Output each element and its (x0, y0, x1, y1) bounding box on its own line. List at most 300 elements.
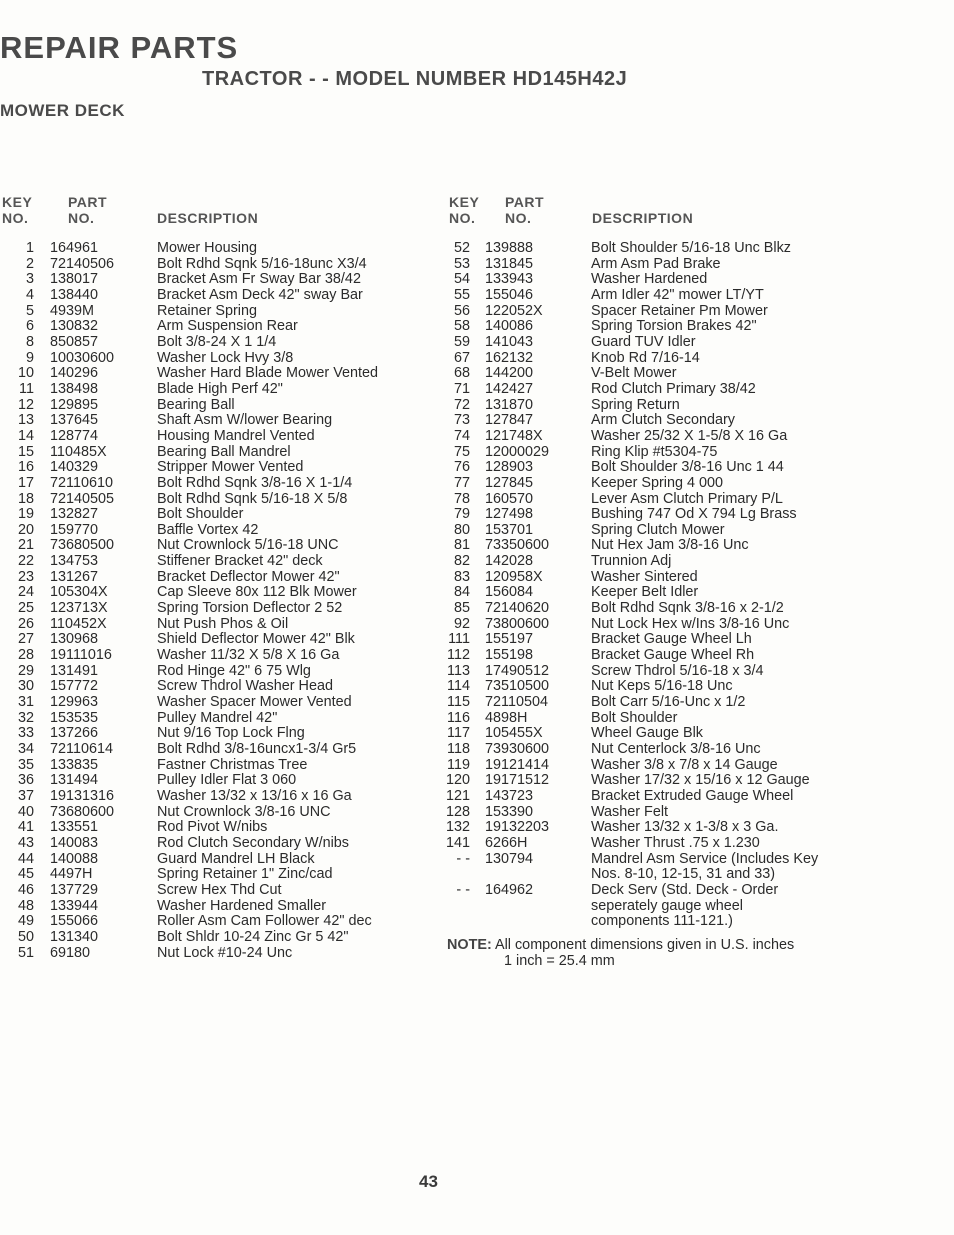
part-description: Nos. 8-10, 12-15, 31 and 33) (591, 866, 776, 883)
part-description: Trunnion Adj (591, 553, 672, 570)
part-description: Shaft Asm W/lower Bearing (157, 412, 333, 429)
key-number: 132 (445, 819, 470, 836)
parts-row (441, 304, 954, 320)
key-number: 118 (447, 741, 470, 757)
key-number: - - (456, 850, 470, 867)
key-number: 80 (453, 521, 470, 538)
parts-row (0, 272, 440, 288)
parts-row (0, 883, 440, 899)
part-description: Spring Return (591, 396, 680, 413)
part-description: Guard Mandrel LH Black (157, 850, 315, 867)
part-number: 144200 (485, 365, 534, 382)
key-number: 3 (25, 271, 34, 288)
part-number: 73680600 (50, 803, 115, 820)
part-description: Bolt Shoulder (157, 506, 244, 523)
part-description: Bolt Shoulder (591, 709, 678, 726)
parts-row (441, 272, 954, 288)
part-number: 131494 (50, 772, 99, 789)
key-number: 72 (453, 396, 470, 413)
key-number: 120 (445, 772, 470, 789)
part-description: Spring Torsion Deflector 2 52 (157, 600, 343, 617)
part-number: 159770 (50, 521, 99, 538)
key-number: 73 (453, 412, 470, 429)
part-number: 131267 (50, 568, 99, 585)
part-description: Bracket Asm Fr Sway Bar 38/42 (157, 271, 361, 288)
key-number: 17 (17, 474, 34, 491)
parts-row (441, 241, 954, 257)
key-number: 18 (17, 490, 34, 507)
left-description-header: DESCRIPTION (157, 210, 259, 226)
key-number: 114 (447, 678, 470, 695)
key-number: 33 (17, 725, 34, 742)
dimension-note (447, 937, 794, 969)
part-description: Rod Clutch Secondary W/nibs (157, 834, 349, 851)
part-number: 72110614 (50, 741, 113, 757)
part-description: Washer 11/32 X 5/8 X 16 Ga (157, 647, 340, 664)
part-description: Washer Felt (591, 803, 669, 820)
part-description: Bracket Asm Deck 42" sway Bar (157, 286, 363, 303)
part-number: 127498 (485, 506, 534, 523)
part-number: 138440 (50, 286, 99, 303)
part-number: 129963 (50, 694, 99, 711)
key-number: 92 (453, 615, 470, 632)
parts-row (0, 695, 440, 711)
part-description: Spring Clutch Mower (591, 521, 725, 538)
key-number: 56 (453, 302, 470, 319)
key-number: 52 (453, 240, 470, 256)
key-number: 8 (25, 333, 34, 350)
part-description: Rod Pivot W/nibs (157, 819, 268, 836)
part-description: Screw Thdrol Washer Head (157, 678, 333, 695)
part-number: 73800600 (485, 615, 550, 632)
parts-row (0, 930, 440, 946)
key-number: 54 (453, 271, 470, 288)
parts-row (0, 241, 440, 257)
part-number: 138498 (50, 380, 99, 397)
part-description: Nut Lock Hex w/Ins 3/8-16 Unc (591, 615, 790, 632)
key-number: 4 (25, 286, 34, 303)
parts-row (441, 805, 954, 821)
part-description: Bolt Rdhd Sqnk 3/8-16 X 1-1/4 (157, 474, 353, 491)
parts-row (0, 335, 440, 351)
part-number: 6266H (485, 834, 528, 851)
part-number: 127847 (485, 412, 534, 429)
part-description: Nut Lock #10-24 Unc (157, 944, 293, 961)
parts-row (0, 398, 440, 414)
part-number: 155197 (485, 631, 534, 648)
part-number: 110452X (50, 615, 107, 632)
part-description: Wheel Gauge Blk (591, 725, 703, 742)
parts-row (0, 648, 440, 664)
key-number: 58 (453, 318, 470, 335)
part-number: 4497H (50, 866, 93, 883)
key-number: 27 (17, 631, 34, 648)
page-number: 43 (419, 1172, 438, 1191)
part-description: Bearing Ball (157, 396, 235, 413)
key-number: 21 (17, 537, 34, 554)
part-number: 110485X (50, 443, 107, 460)
part-number: 19132203 (485, 819, 550, 836)
key-number: 85 (453, 600, 470, 617)
part-number: 131845 (485, 255, 534, 272)
parts-row (0, 288, 440, 304)
part-number: 73930600 (485, 741, 550, 757)
key-number: 59 (453, 333, 470, 350)
parts-row (441, 288, 954, 304)
part-number: 105455X (485, 725, 543, 742)
parts-row (441, 319, 954, 335)
part-description: Housing Mandrel Vented (157, 427, 315, 444)
parts-row (441, 773, 954, 789)
key-number: - - (456, 881, 470, 898)
part-number: 12000029 (485, 443, 550, 460)
part-description: Bolt Shoulder 3/8-16 Unc 1 44 (591, 459, 784, 476)
parts-row (441, 492, 954, 508)
parts-row (441, 382, 954, 398)
parts-row (0, 492, 440, 508)
parts-row (0, 726, 440, 742)
part-number: 140086 (485, 318, 534, 335)
key-number: 84 (453, 584, 470, 601)
key-number: 82 (453, 553, 470, 570)
key-number: 53 (453, 255, 470, 272)
part-number: 133835 (50, 756, 99, 773)
part-number: 72110610 (50, 474, 113, 491)
part-number: 153390 (485, 803, 534, 820)
key-number: 46 (17, 881, 34, 898)
part-description: Washer Spacer Mower Vented (157, 694, 352, 711)
parts-row (441, 695, 954, 711)
key-number: 29 (17, 662, 34, 679)
parts-row (0, 632, 440, 648)
parts-row (0, 852, 440, 868)
key-number: 36 (17, 772, 34, 789)
part-number: 19121414 (485, 756, 550, 773)
parts-row (441, 429, 954, 445)
part-description: Washer Lock Hvy 3/8 (157, 349, 294, 366)
part-number: 69180 (50, 944, 91, 961)
part-number: 155066 (50, 913, 99, 930)
part-description: Ring Klip #t5304-75 (591, 443, 718, 460)
key-number: 116 (447, 709, 470, 726)
key-number: 75 (453, 443, 470, 460)
parts-row (0, 445, 440, 461)
part-number: 128903 (485, 459, 534, 476)
parts-row (441, 460, 954, 476)
parts-row (0, 946, 440, 962)
parts-row (441, 789, 954, 805)
part-description: Mower Housing (157, 240, 257, 256)
part-number: 143723 (485, 787, 534, 804)
parts-row (441, 648, 954, 664)
key-number: 119 (447, 756, 470, 773)
parts-row (0, 413, 440, 429)
part-description: Rod Clutch Primary 38/42 (591, 380, 756, 397)
part-number: 133943 (485, 271, 534, 288)
part-number: 155198 (485, 647, 534, 664)
part-number: 127845 (485, 474, 534, 491)
right-parts-list (441, 241, 954, 930)
parts-row (0, 507, 440, 523)
parts-row (441, 867, 954, 883)
key-number: 49 (17, 913, 34, 930)
part-description: Bracket Gauge Wheel Rh (591, 647, 755, 664)
parts-row (0, 758, 440, 774)
key-number: 41 (17, 819, 34, 836)
key-number: 15 (17, 443, 34, 460)
parts-row (0, 664, 440, 680)
key-number: 68 (453, 365, 470, 382)
part-number: 164961 (50, 240, 99, 256)
key-number: 19 (17, 506, 34, 523)
key-number: 121 (445, 787, 470, 804)
part-number: 142028 (485, 553, 534, 570)
part-description: Arm Suspension Rear (157, 318, 298, 335)
part-description: Knob Rd 7/16-14 (591, 349, 700, 366)
part-description: Nut Push Phos & Oil (157, 615, 289, 632)
note-line2: 1 inch = 25.4 mm (504, 953, 615, 969)
part-number: 138017 (50, 271, 99, 288)
part-description: Bolt Rdhd Sqnk 5/16-18 X 5/8 (157, 490, 348, 507)
note-line1: All component dimensions given in U.S. inches (495, 937, 795, 953)
part-number: 134753 (50, 553, 99, 570)
key-number: 30 (17, 678, 34, 695)
parts-row (0, 820, 440, 836)
parts-row (441, 476, 954, 492)
parts-row (0, 460, 440, 476)
parts-row (0, 476, 440, 492)
parts-row (441, 601, 954, 617)
part-description: Washer Sintered (591, 568, 698, 585)
part-number: 130968 (50, 631, 99, 648)
part-description: Stripper Mower Vented (157, 459, 304, 476)
part-description: Nut 9/16 Top Lock Flng (157, 725, 305, 742)
part-description: Bearing Ball Mandrel (157, 443, 291, 460)
key-number: 23 (17, 568, 34, 585)
part-description: Baffle Vortex 42 (157, 521, 259, 538)
key-number: 6 (25, 318, 34, 335)
part-description: Nut Keps 5/16-18 Unc (591, 678, 733, 695)
part-number: 130832 (50, 318, 99, 335)
part-number: 153535 (50, 709, 99, 726)
part-number: 140083 (50, 834, 99, 851)
part-description: Bracket Deflector Mower 42" (157, 568, 340, 585)
key-number: 16 (17, 459, 34, 476)
parts-row (441, 914, 954, 930)
parts-row (0, 366, 440, 382)
parts-row (0, 523, 440, 539)
part-number: 129895 (50, 396, 99, 413)
part-description: Bolt Carr 5/16-Unc x 1/2 (591, 694, 746, 711)
parts-row (441, 585, 954, 601)
parts-row (441, 335, 954, 351)
part-number: 140088 (50, 850, 99, 867)
key-number: 74 (453, 427, 470, 444)
parts-row (441, 523, 954, 539)
parts-row (0, 789, 440, 805)
parts-row (0, 601, 440, 617)
part-description: Bolt Shoulder 5/16-18 Unc Blkz (591, 240, 791, 256)
part-number: 141043 (485, 333, 534, 350)
key-number: 112 (447, 647, 470, 664)
parts-row (441, 899, 954, 915)
key-number: 51 (17, 944, 34, 961)
part-number: 120958X (485, 568, 543, 585)
parts-row (441, 852, 954, 868)
key-number: 44 (17, 850, 34, 867)
part-description: seperately gauge wheel (591, 897, 744, 914)
part-description: Nut Crownlock 3/8-16 UNC (157, 803, 331, 820)
key-number: 40 (17, 803, 34, 820)
part-description: Rod Hinge 42" 6 75 Wlg (157, 662, 311, 679)
part-number: 128774 (50, 427, 99, 444)
part-description: Stiffener Bracket 42" deck (157, 553, 323, 570)
parts-row (0, 554, 440, 570)
part-description: Arm Asm Pad Brake (591, 255, 721, 272)
key-number: 141 (445, 834, 470, 851)
parts-row (441, 679, 954, 695)
part-number: 122052X (485, 302, 543, 319)
key-number: 76 (453, 459, 470, 476)
part-description: Washer Thrust .75 x 1.230 (591, 834, 760, 851)
part-description: Bolt Rdhd Sqnk 3/8-16 x 2-1/2 (591, 600, 784, 617)
key-number: 117 (447, 725, 470, 742)
part-description: Mandrel Asm Service (Includes Key (591, 850, 819, 867)
parts-row (0, 867, 440, 883)
parts-row (0, 899, 440, 915)
part-number: 132827 (50, 506, 99, 523)
key-number: 77 (453, 474, 470, 491)
parts-row (0, 742, 440, 758)
parts-row (0, 538, 440, 554)
parts-row (441, 632, 954, 648)
part-number: 157772 (50, 678, 99, 695)
part-number: 4939M (50, 302, 95, 319)
part-description: Retainer Spring (157, 302, 257, 319)
parts-row (0, 570, 440, 586)
part-number: 10030600 (50, 349, 115, 366)
parts-row (0, 711, 440, 727)
parts-row (441, 883, 954, 899)
part-number: 137729 (50, 881, 99, 898)
right-part-header: PART NO. (505, 194, 545, 226)
key-number: 50 (17, 928, 34, 945)
parts-row (441, 758, 954, 774)
part-number: 137645 (50, 412, 99, 429)
parts-row (441, 507, 954, 523)
section-title: MOWER DECK (0, 101, 125, 120)
key-number: 81 (453, 537, 470, 554)
key-number: 78 (453, 490, 470, 507)
key-number: 111 (448, 631, 470, 648)
key-number: 55 (453, 286, 470, 303)
key-number: 26 (17, 615, 34, 632)
part-number: 142427 (485, 380, 534, 397)
key-number: 34 (17, 741, 34, 757)
part-description: Bracket Gauge Wheel Lh (591, 631, 752, 648)
part-description: Spacer Retainer Pm Mower (591, 302, 768, 319)
parts-row (441, 554, 954, 570)
part-description: Nut Crownlock 5/16-18 UNC (157, 537, 339, 554)
parts-row (0, 429, 440, 445)
part-description: Fastner Christmas Tree (157, 756, 308, 773)
part-number: 123713X (50, 600, 108, 617)
part-description: Bolt Rdhd Sqnk 5/16-18unc X3/4 (157, 255, 367, 272)
parts-row (441, 726, 954, 742)
parts-row (0, 617, 440, 633)
part-description: Nut Hex Jam 3/8-16 Unc (591, 537, 749, 554)
parts-row (441, 617, 954, 633)
part-description: Roller Asm Cam Follower 42" dec (157, 913, 372, 930)
key-number: 35 (17, 756, 34, 773)
key-number: 43 (17, 834, 34, 851)
part-description: Washer 25/32 X 1-5/8 X 16 Ga (591, 427, 788, 444)
page-title: REPAIR PARTS (0, 30, 239, 65)
part-description: Arm Idler 42" mower LT/YT (591, 286, 764, 303)
part-number: 137266 (50, 725, 99, 742)
part-number: 164962 (485, 881, 534, 898)
parts-row (0, 319, 440, 335)
part-number: 72140505 (50, 490, 115, 507)
part-description: V-Belt Mower (591, 365, 677, 382)
part-number: 19131316 (50, 787, 115, 804)
part-description: Pulley Mandrel 42" (157, 709, 278, 726)
part-description: Spring Retainer 1" Zinc/cad (157, 866, 333, 883)
part-number: 105304X (50, 584, 108, 601)
part-number: 4898H (485, 709, 528, 726)
part-description: Keeper Belt Idler (591, 584, 699, 601)
part-description: Washer 13/32 x 13/16 x 16 Ga (157, 787, 352, 804)
key-number: 13 (17, 412, 34, 429)
key-number: 2 (25, 255, 34, 272)
part-description: Washer 13/32 x 1-3/8 x 3 Ga. (591, 819, 779, 836)
parts-row (441, 413, 954, 429)
key-number: 22 (17, 553, 34, 570)
key-number: 12 (17, 396, 34, 413)
part-number: 130794 (485, 850, 534, 867)
part-number: 131340 (50, 928, 99, 945)
part-description: Spring Torsion Brakes 42" (591, 318, 757, 335)
part-description: Bolt 3/8-24 X 1 1/4 (157, 333, 277, 350)
parts-row (441, 445, 954, 461)
part-description: Screw Hex Thd Cut (157, 881, 282, 898)
parts-row (0, 382, 440, 398)
part-description: Guard TUV Idler (591, 333, 696, 350)
parts-row (441, 538, 954, 554)
part-number: 850857 (50, 333, 99, 350)
part-number: 72140620 (485, 600, 550, 617)
part-description: Keeper Spring 4 000 (591, 474, 724, 491)
part-number: 156084 (485, 584, 534, 601)
part-number: 160570 (485, 490, 534, 507)
key-number: 25 (17, 600, 34, 617)
parts-row (441, 366, 954, 382)
part-number: 133551 (50, 819, 99, 836)
part-number: 73350600 (485, 537, 550, 554)
parts-row (0, 304, 440, 320)
part-description: Bolt Rdhd 3/8-16uncx1-3/4 Gr5 (157, 741, 357, 757)
part-description: Shield Deflector Mower 42" Blk (157, 631, 355, 648)
part-description: Cap Sleeve 80x 112 Blk Mower (157, 584, 357, 601)
key-number: 5 (25, 302, 34, 319)
part-number: 162132 (485, 349, 534, 366)
part-number: 17490512 (485, 662, 550, 679)
part-description: Washer Hardened (591, 271, 708, 288)
left-key-header: KEY NO. (2, 194, 33, 226)
part-description: Arm Clutch Secondary (591, 412, 735, 429)
key-number: 20 (17, 521, 34, 538)
parts-row (441, 820, 954, 836)
